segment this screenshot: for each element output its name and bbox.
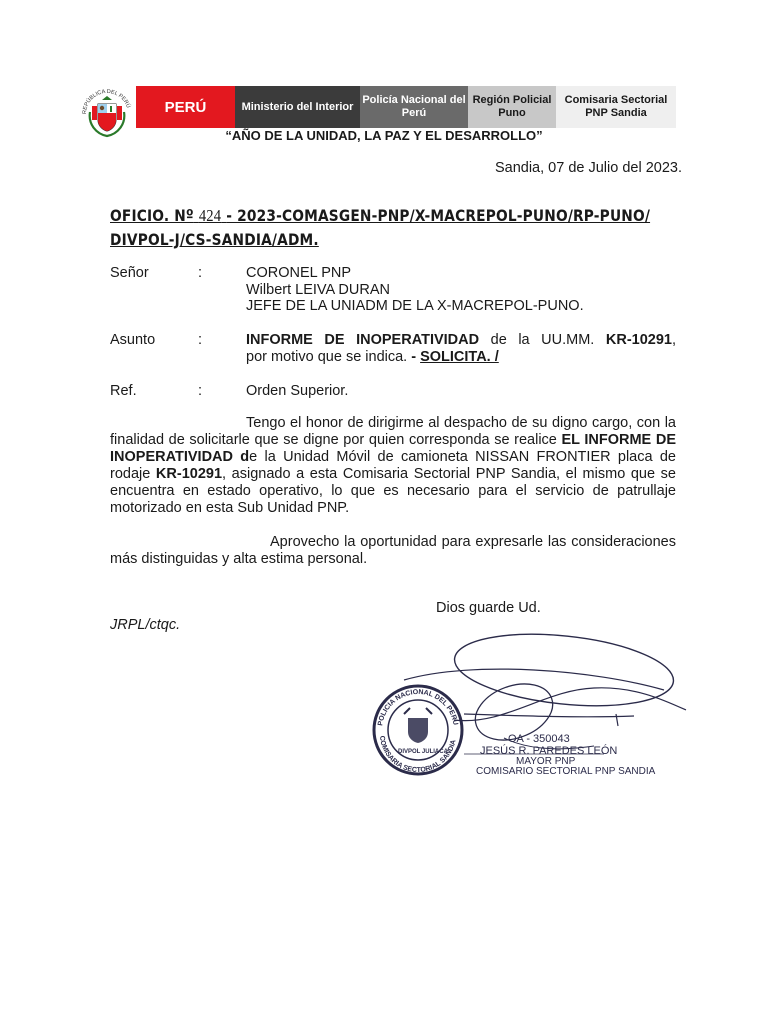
body-p1-e: , asignado a esta Comisaria Sectorial PNP Sandia, el mismo que se encuentra en estado operativo, lo que es necesario para el servicio de patrullaje motorizado en esta Sub Unidad PNP. xyxy=(110,466,676,516)
subject-bold1: INFORME DE INOPERATIVIDAD xyxy=(246,332,480,348)
year-motto: “AÑO DE LA UNIDAD, LA PAZ Y EL DESARROLLO” xyxy=(225,128,543,143)
reference-label: Ref. xyxy=(110,383,137,399)
header-policia-label: Policía Nacional del Perú xyxy=(360,86,468,128)
reference-value: Orden Superior. xyxy=(246,383,349,399)
svg-text:REPÚBLICA DEL PERÚ: REPÚBLICA DEL PERÚ xyxy=(81,88,132,115)
subject-text3: por motivo que se indica. xyxy=(246,349,412,365)
subject-text2: , xyxy=(671,332,676,348)
body-p1-a: Tengo el honor de dirigirme al despacho de su digno cargo, con la finalidad de solicitarle que se digne por quien corresponda se realice xyxy=(110,415,676,448)
letter-date: Sandia, 07 de Julio del 2023. xyxy=(494,160,682,176)
recipient-line1: CORONEL PNP xyxy=(246,265,352,281)
recipient-colon: : xyxy=(198,265,203,281)
body-p1-plate: KR-10291 xyxy=(155,466,223,482)
subject-text1: de la UU.MM. xyxy=(479,332,606,348)
recipient-label: Señor xyxy=(110,265,149,281)
header-ministerio-label: Ministerio del Interior xyxy=(235,86,360,128)
oficio-code-line1: - 2023-COMASGEN-PNP/X-MACREPOL-PUNO/RP-PUNO/ xyxy=(226,206,651,225)
oficio-heading xyxy=(110,204,684,252)
subject-line2 xyxy=(246,349,676,366)
header-region-label: Región Policial Puno xyxy=(468,86,556,128)
body-p1-bold: EL INFORME DE INOPERATIVIDAD d xyxy=(110,432,676,465)
stamp-oa-number: OA - 350043 xyxy=(508,733,570,745)
reference-colon: : xyxy=(198,383,203,399)
svg-text:COMISARIA SECTORIAL SANDIA: COMISARIA SECTORIAL SANDIA xyxy=(377,735,458,775)
recipient-line2: Wilbert LEIVA DURAN xyxy=(246,281,390,298)
stamp-signer-name: JESÚS R. PAREDES LEÓN xyxy=(480,745,618,757)
body-paragraph-1 xyxy=(110,415,676,517)
oficio-code-line2: DIVPOL-J/CS-SANDIA/ADM. xyxy=(110,230,319,249)
svg-text:POLICIA NACIONAL DEL PERU: POLICIA NACIONAL DEL PERU xyxy=(377,688,459,727)
oficio-number: 424 xyxy=(198,206,222,225)
subject-colon: : xyxy=(198,332,203,348)
subject-dash: - xyxy=(411,349,421,365)
subject-block xyxy=(246,332,676,366)
stamp-signer-position: COMISARIO SECTORIAL PNP SANDIA xyxy=(476,766,656,777)
recipient-line3: JEFE DE LA UNIADM DE LA X-MACREPOL-PUNO. xyxy=(246,298,584,314)
closing-text: Dios guarde Ud. xyxy=(436,600,541,616)
subject-solicita: SOLICITA. / xyxy=(420,349,499,365)
subject-line1 xyxy=(246,332,676,349)
body-p1-c: e la Unidad Móvil de camioneta NISSAN FRONTIER placa de rodaje xyxy=(110,449,676,482)
recipient-block xyxy=(246,265,676,315)
oficio-prefix: OFICIO. Nº xyxy=(110,206,194,225)
header-peru-label: PERÚ xyxy=(136,86,235,128)
initials-text: JRPL/ctqc. xyxy=(110,617,181,633)
seal-center-text: DIVPOL JULIACA xyxy=(398,749,448,755)
subject-label: Asunto xyxy=(110,332,156,348)
body-paragraph-2: Aprovecho la oportunidad para expresarle las consideraciones más distinguidas y alta estima personal. xyxy=(110,534,676,567)
header-comisaria-label: Comisaria Sectorial PNP Sandia xyxy=(556,86,676,128)
stamp-signer-rank: MAYOR PNP xyxy=(516,756,576,767)
subject-unit: KR-10291 xyxy=(605,332,672,348)
